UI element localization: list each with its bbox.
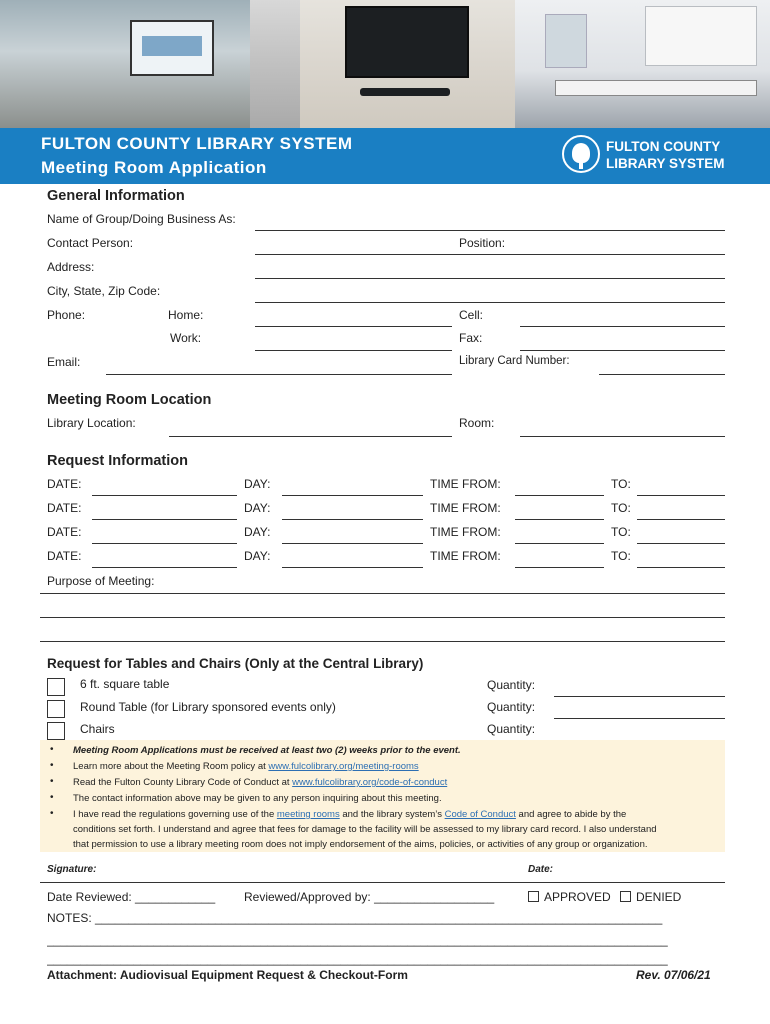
day-label: DAY: bbox=[244, 477, 271, 491]
day-field[interactable] bbox=[282, 543, 423, 544]
group-label: Name of Group/Doing Business As: bbox=[47, 212, 236, 226]
signature-label: Signature: bbox=[47, 864, 97, 875]
library-location-label: Library Location: bbox=[47, 416, 136, 430]
approved-checkbox[interactable] bbox=[528, 891, 539, 902]
bullet-icon: • bbox=[50, 776, 54, 787]
notes-blank-line[interactable]: _____________________________________________________________________________________________ bbox=[47, 933, 668, 947]
time-from-field[interactable] bbox=[515, 519, 604, 520]
soundbar-image bbox=[360, 88, 450, 96]
notes-blank-line[interactable]: _____________________________________________________________________________________________ bbox=[47, 952, 668, 966]
date-reviewed: Date Reviewed: ____________ bbox=[47, 890, 216, 904]
to-label: TO: bbox=[611, 549, 631, 563]
fax-label: Fax: bbox=[459, 331, 483, 345]
purpose-field-line3[interactable] bbox=[40, 641, 725, 642]
square-table-checkbox[interactable] bbox=[47, 678, 65, 696]
to-label: TO: bbox=[611, 525, 631, 539]
day-label: DAY: bbox=[244, 525, 271, 539]
library-location-field[interactable] bbox=[169, 436, 452, 437]
email-field[interactable] bbox=[106, 374, 452, 375]
policy-notes-panel bbox=[40, 740, 725, 852]
signature-date-label: Date: bbox=[528, 864, 554, 875]
reviewed-by: Reviewed/Approved by: __________________ bbox=[244, 890, 495, 904]
work-phone-field[interactable] bbox=[255, 350, 452, 351]
approved-label: APPROVED bbox=[544, 890, 611, 904]
meeting-room-photo-3 bbox=[300, 0, 515, 128]
purpose-field-line1[interactable] bbox=[40, 593, 725, 594]
fax-field[interactable] bbox=[520, 350, 725, 351]
to-label: TO: bbox=[611, 477, 631, 491]
chairs-label: Chairs bbox=[80, 722, 115, 736]
card-label: Library Card Number: bbox=[459, 355, 570, 367]
tables-heading: Request for Tables and Chairs (Only at the Central Library) bbox=[47, 656, 424, 671]
note-policy-text: Learn more about the Meeting Room policy at bbox=[73, 761, 269, 772]
general-heading: General Information bbox=[47, 188, 185, 204]
quantity-label: Quantity: bbox=[487, 700, 536, 714]
tree-icon bbox=[562, 135, 600, 173]
day-field[interactable] bbox=[282, 519, 423, 520]
purpose-field-line2[interactable] bbox=[40, 617, 725, 618]
note-agreement-text-c: and agree to abide by the bbox=[515, 809, 627, 820]
home-label: Home: bbox=[168, 308, 204, 322]
request-heading: Request Information bbox=[47, 453, 188, 469]
chairs-checkbox[interactable] bbox=[47, 722, 65, 740]
signature-divider bbox=[40, 882, 725, 883]
notes-line[interactable]: NOTES: _____________________________________________________________________________________ bbox=[47, 911, 663, 925]
work-label: Work: bbox=[170, 331, 202, 345]
time-from-label: TIME FROM: bbox=[430, 549, 501, 563]
date-label: DATE: bbox=[47, 501, 82, 515]
address-label: Address: bbox=[47, 260, 95, 274]
date-field[interactable] bbox=[92, 519, 237, 520]
title-banner bbox=[0, 128, 770, 184]
day-label: DAY: bbox=[244, 501, 271, 515]
logo-text-line2: LIBRARY SYSTEM bbox=[606, 156, 725, 171]
position-label: Position: bbox=[459, 236, 506, 250]
code-of-conduct-url-link[interactable]: www.fulcolibrary.org/code-of-conduct bbox=[292, 777, 448, 788]
home-phone-field[interactable] bbox=[255, 326, 452, 327]
date-field[interactable] bbox=[92, 495, 237, 496]
note-agreement-line3: that permission to use a library meeting room does not imply endorsement of the aims, policies, or activities of any group or organization. bbox=[73, 839, 648, 850]
note-code-of-conduct bbox=[73, 777, 447, 788]
meeting-rooms-link[interactable]: meeting rooms bbox=[276, 809, 340, 820]
time-to-field[interactable] bbox=[637, 519, 725, 520]
note-code-text: Read the Fulton County Library Code of Conduct at bbox=[73, 777, 293, 788]
city-field[interactable] bbox=[255, 302, 725, 303]
wall-tv-image bbox=[345, 6, 469, 78]
form-title: Meeting Room Application bbox=[41, 158, 267, 177]
time-to-field[interactable] bbox=[637, 543, 725, 544]
time-from-field[interactable] bbox=[515, 495, 604, 496]
bullet-icon: • bbox=[50, 760, 54, 771]
round-table-quantity-field[interactable] bbox=[554, 718, 725, 719]
location-heading: Meeting Room Location bbox=[47, 392, 212, 408]
header-photo-strip bbox=[0, 0, 770, 128]
meeting-room-photo-1 bbox=[0, 0, 250, 128]
round-table-checkbox[interactable] bbox=[47, 700, 65, 718]
date-field[interactable] bbox=[92, 543, 237, 544]
group-field[interactable] bbox=[255, 230, 725, 231]
meeting-room-photo-4 bbox=[515, 0, 770, 128]
note-agreement-text-b: and the library system’s bbox=[339, 809, 445, 820]
denied-checkbox[interactable] bbox=[620, 891, 631, 902]
attachment-note: Attachment: Audiovisual Equipment Request & Checkout-Form bbox=[47, 968, 408, 982]
revision-date: Rev. 07/06/21 bbox=[636, 968, 711, 982]
phone-label: Phone: bbox=[47, 308, 86, 322]
city-label: City, State, Zip Code: bbox=[47, 284, 161, 298]
time-to-field[interactable] bbox=[637, 567, 725, 568]
date-label: DATE: bbox=[47, 525, 82, 539]
denied-label: DENIED bbox=[636, 890, 682, 904]
address-field[interactable] bbox=[255, 278, 725, 279]
square-table-quantity-field[interactable] bbox=[554, 696, 725, 697]
meeting-room-photo-2 bbox=[250, 0, 300, 128]
cell-label: Cell: bbox=[459, 308, 484, 322]
square-table-label: 6 ft. square table bbox=[80, 677, 170, 691]
purpose-label: Purpose of Meeting: bbox=[47, 574, 155, 588]
note-agreement-line2: conditions set forth. I understand and agree that fees for damage to the facility will be assessed to my library card record. I also understand bbox=[73, 824, 657, 835]
day-field[interactable] bbox=[282, 495, 423, 496]
contact-field[interactable] bbox=[255, 254, 725, 255]
quantity-label: Quantity: bbox=[487, 722, 536, 736]
note-deadline: Meeting Room Applications must be received at least two (2) weeks prior to the event. bbox=[73, 745, 461, 756]
time-from-label: TIME FROM: bbox=[430, 501, 501, 515]
window-image bbox=[545, 14, 587, 68]
note-agreement-text-a: I have read the regulations governing use of the bbox=[73, 809, 277, 820]
day-label: DAY: bbox=[244, 549, 271, 563]
system-name: FULTON COUNTY LIBRARY SYSTEM bbox=[41, 134, 353, 153]
room-label: Room: bbox=[459, 416, 495, 430]
quantity-label: Quantity: bbox=[487, 678, 536, 692]
time-from-label: TIME FROM: bbox=[430, 477, 501, 491]
note-policy bbox=[73, 761, 419, 772]
library-logo bbox=[562, 133, 742, 177]
date-field[interactable] bbox=[92, 567, 237, 568]
contact-label: Contact Person: bbox=[47, 236, 134, 250]
time-to-field[interactable] bbox=[637, 495, 725, 496]
day-field[interactable] bbox=[282, 567, 423, 568]
meeting-rooms-url-link[interactable]: www.fulcolibrary.org/meeting-rooms bbox=[268, 761, 419, 772]
bullet-icon: • bbox=[50, 808, 54, 819]
room-field[interactable] bbox=[520, 436, 725, 437]
logo-text-line1: FULTON COUNTY bbox=[606, 139, 721, 154]
bullet-icon: • bbox=[50, 744, 54, 755]
projection-screen-image bbox=[645, 6, 757, 66]
note-contact-info: The contact information above may be given to any person inquiring about this meeting. bbox=[73, 793, 442, 804]
to-label: TO: bbox=[611, 501, 631, 515]
note-agreement bbox=[73, 809, 626, 820]
date-label: DATE: bbox=[47, 549, 82, 563]
time-from-field[interactable] bbox=[515, 543, 604, 544]
projection-screen-image bbox=[130, 20, 214, 76]
time-from-label: TIME FROM: bbox=[430, 525, 501, 539]
bullet-icon: • bbox=[50, 792, 54, 803]
time-from-field[interactable] bbox=[515, 567, 604, 568]
email-label: Email: bbox=[47, 355, 81, 369]
date-label: DATE: bbox=[47, 477, 82, 491]
card-field[interactable] bbox=[599, 374, 725, 375]
round-table-label: Round Table (for Library sponsored events only) bbox=[80, 700, 336, 714]
code-of-conduct-link[interactable]: Code of Conduct bbox=[444, 809, 516, 820]
tables-image bbox=[555, 80, 757, 96]
cell-phone-field[interactable] bbox=[520, 326, 725, 327]
